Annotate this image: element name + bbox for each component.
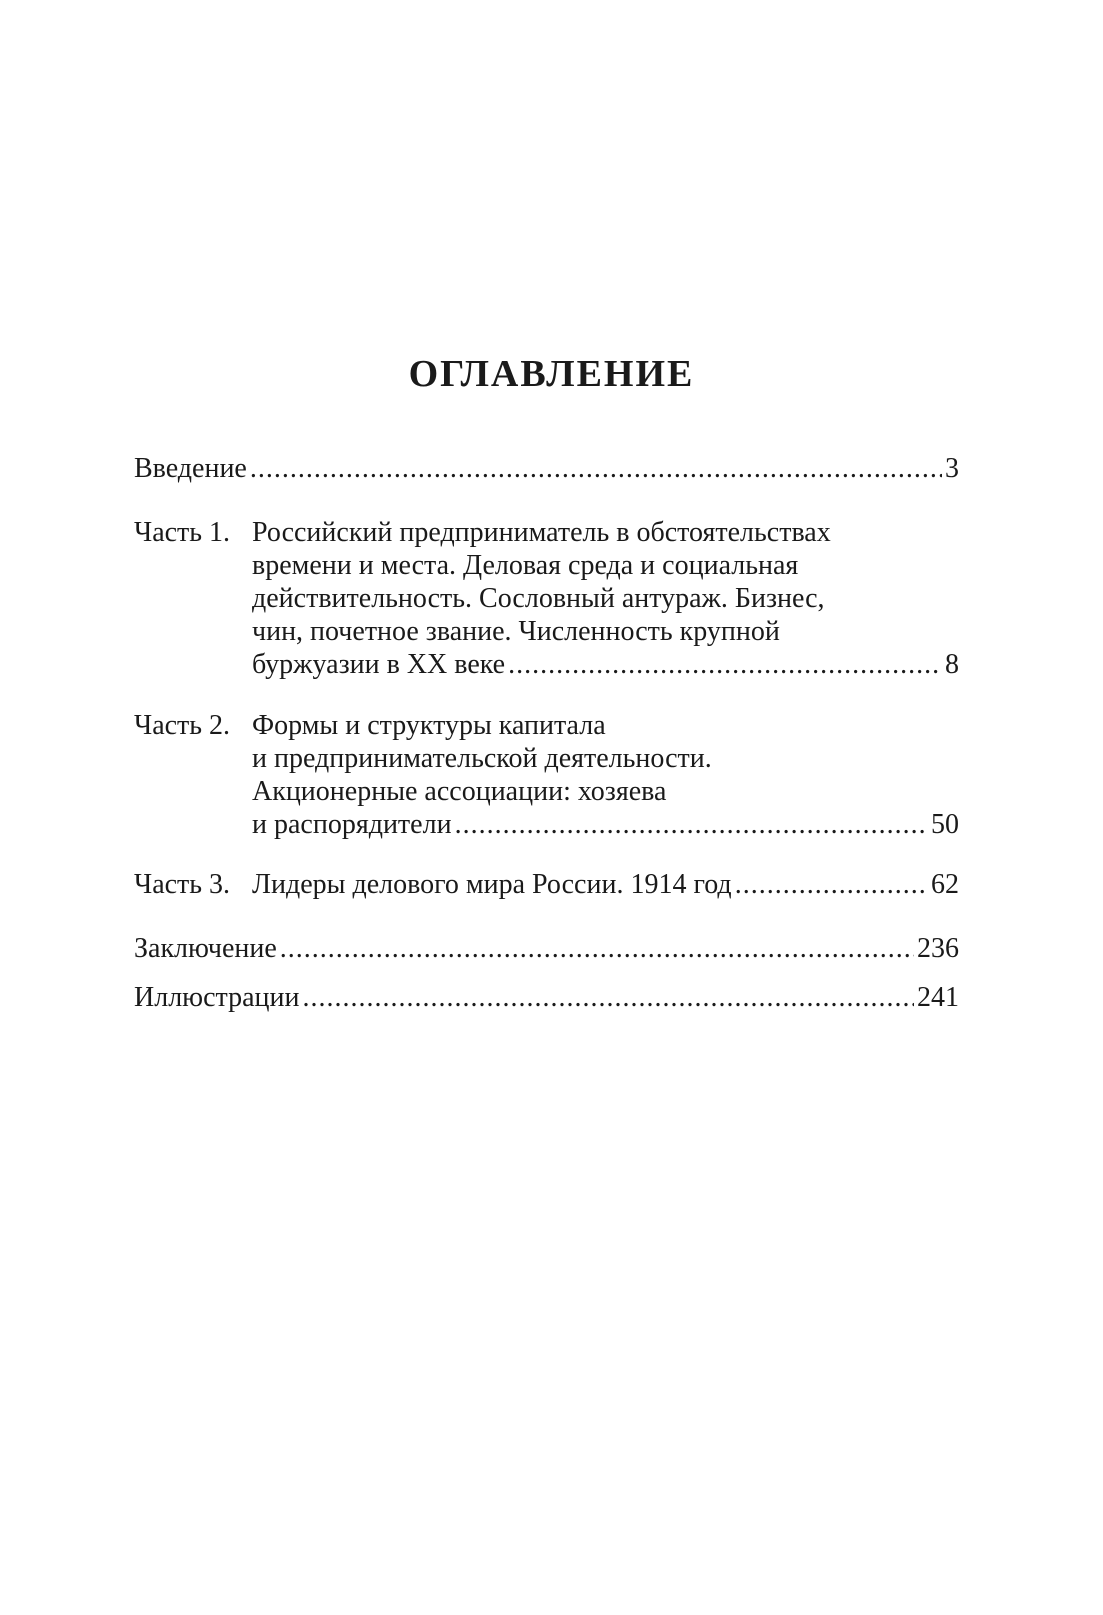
- toc-entry-label: Введение: [134, 453, 247, 484]
- toc-entry-text-line: Российский предприниматель в обстоятельствах: [252, 517, 831, 548]
- toc-entry-conclusion[interactable]: [134, 932, 959, 965]
- toc-page-number: 3: [945, 453, 959, 484]
- toc-page-number: 8: [945, 649, 959, 680]
- page-title: ОГЛАВЛЕНИЕ: [408, 353, 695, 395]
- toc-page-number: 236: [917, 933, 959, 964]
- toc-entry-illustrations[interactable]: [134, 981, 959, 1014]
- toc-part-label: Часть 2.: [134, 710, 231, 741]
- toc-entry-text-line: Лидеры делового мира России. 1914 год: [252, 869, 732, 900]
- toc-entry-text-line: буржуазии в XX веке: [252, 649, 506, 680]
- toc-part-label: Часть 3.: [134, 869, 231, 900]
- toc-entry-introduction[interactable]: [134, 452, 959, 485]
- dot-leader: [302, 981, 914, 1014]
- toc-entry-part-1[interactable]: [134, 516, 959, 681]
- toc-entry-text-line: времени и места. Деловая среда и социальная: [252, 550, 799, 581]
- toc-page-number: 62: [931, 869, 959, 900]
- toc-entry-text-line: и предпринимательской деятельности.: [252, 743, 712, 774]
- toc-page-number: 50: [931, 809, 959, 840]
- toc-entry-text-line: и распорядители: [252, 809, 452, 840]
- dot-leader: [735, 868, 928, 901]
- dot-leader: [508, 648, 942, 681]
- toc-page-number: 241: [917, 982, 959, 1013]
- toc-entry-part-2[interactable]: [134, 709, 959, 841]
- toc-entry-text-line: действительность. Сословный антураж. Бизнес,: [252, 583, 825, 614]
- toc-entry-part-3[interactable]: [134, 868, 959, 901]
- toc-entry-text-line: чин, почетное звание. Численность крупной: [252, 616, 780, 647]
- dot-leader: [250, 452, 942, 485]
- toc-entry-text-line: Акционерные ассоциации: хозяева: [252, 776, 667, 807]
- toc-entry-label: Иллюстрации: [134, 982, 300, 1013]
- dot-leader: [455, 808, 928, 841]
- dot-leader: [280, 932, 914, 965]
- toc-entry-text-line: Формы и структуры капитала: [252, 710, 606, 741]
- toc-part-label: Часть 1.: [134, 517, 231, 548]
- toc-entry-label: Заключение: [134, 933, 277, 964]
